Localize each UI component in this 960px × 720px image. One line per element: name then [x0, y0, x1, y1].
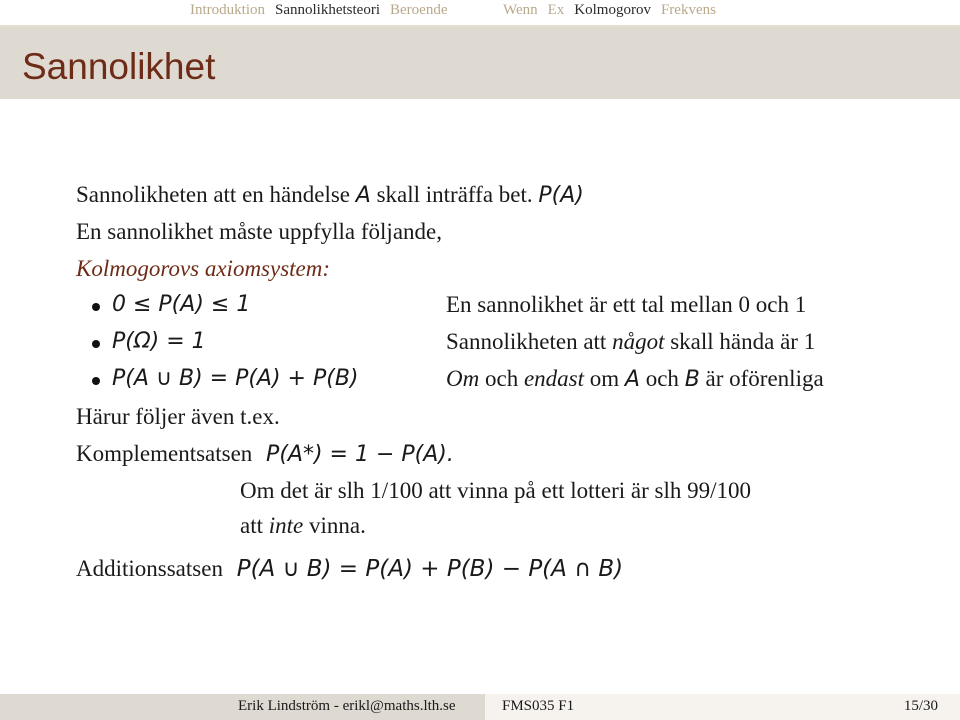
nav-item-ex[interactable]: Ex	[547, 2, 565, 18]
nav-item-frekvens[interactable]: Frekvens	[660, 2, 716, 18]
nav-item-wenn[interactable]: Wenn	[503, 2, 538, 18]
addition-label: Additionssatsen	[76, 556, 223, 581]
axiom-2-description	[446, 329, 815, 355]
axiom-3-desc-mid3: och	[639, 366, 685, 391]
footer-course: FMS035 F1	[502, 698, 575, 714]
axiom-3-desc-mid1: och	[479, 366, 524, 391]
requirement-line: En sannolikhet måste uppfylla följande,	[76, 219, 442, 244]
nav-item-kolmogorov[interactable]: Kolmogorov	[574, 2, 651, 18]
bullet-3	[92, 377, 100, 385]
example-line-2-post: vinna.	[309, 513, 366, 538]
axiom-3-desc-post: är oförenliga	[699, 366, 824, 391]
intro-event-symbol: A	[355, 183, 371, 208]
axiom-3-formula: P(A ∪ B) = P(A) + P(B)	[112, 366, 359, 391]
intro-line	[76, 182, 584, 208]
example-line-1: Om det är slh 1/100 att vinna på ett lotteri är slh 99/100	[240, 478, 752, 503]
axiom-2-desc-em: något	[612, 329, 665, 354]
axiom-2-desc-post: skall hända är 1	[664, 329, 816, 354]
footer-left	[0, 694, 485, 720]
complement-rule	[76, 441, 454, 467]
axiom-3-desc-A: A	[624, 367, 640, 392]
intro-text-2: skall inträffa bet.	[376, 182, 533, 207]
example-line-2	[240, 513, 366, 539]
axiom-2-formula: P(Ω) = 1	[112, 329, 206, 354]
axiom-3-desc-mid2: om	[584, 366, 625, 391]
nav-item-sannolikhetsteori[interactable]: Sannolikhetsteori	[275, 2, 380, 18]
footer	[0, 694, 960, 720]
nav-left-sections	[190, 2, 457, 24]
axiom-1-formula: 0 ≤ P(A) ≤ 1	[112, 292, 251, 317]
example-line-2-em: inte	[268, 513, 304, 538]
top-navigation	[0, 0, 960, 26]
footer-page-number: 15/30	[903, 698, 938, 714]
axiom-1-description: En sannolikhet är ett tal mellan 0 och 1	[446, 292, 807, 317]
axiom-3-description	[446, 366, 824, 392]
footer-right	[485, 694, 960, 720]
axiom-3-desc-em1: Om	[446, 366, 480, 391]
nav-item-introduktion[interactable]: Introduktion	[190, 2, 265, 18]
axiom-system-heading: Kolmogorovs axiomsystem:	[76, 256, 331, 281]
axiom-3-desc-em2: endast	[523, 366, 585, 391]
intro-probability-symbol: P(A)	[538, 183, 584, 208]
axiom-2-desc-pre: Sannolikheten att	[446, 329, 613, 354]
bullet-1	[92, 303, 100, 311]
complement-label: Komplementsatsen	[76, 441, 253, 466]
axiom-3-desc-B: B	[684, 367, 700, 392]
example-line-2-pre: att	[240, 513, 263, 538]
nav-right-subsections	[503, 2, 726, 24]
bullet-2	[92, 340, 100, 348]
nav-item-beroende[interactable]: Beroende	[390, 2, 448, 18]
addition-formula: P(A ∪ B) = P(A) + P(B) − P(A ∩ B)	[236, 556, 624, 582]
intro-text: Sannolikheten att en händelse	[76, 182, 351, 207]
footer-author: Erik Lindström - erikl@maths.lth.se	[238, 698, 456, 714]
complement-formula: P(A*) = 1 − P(A).	[266, 442, 454, 467]
addition-rule	[76, 556, 623, 582]
consequence-line: Härur följer även t.ex.	[76, 404, 280, 429]
slide-title: Sannolikhet	[22, 46, 216, 87]
